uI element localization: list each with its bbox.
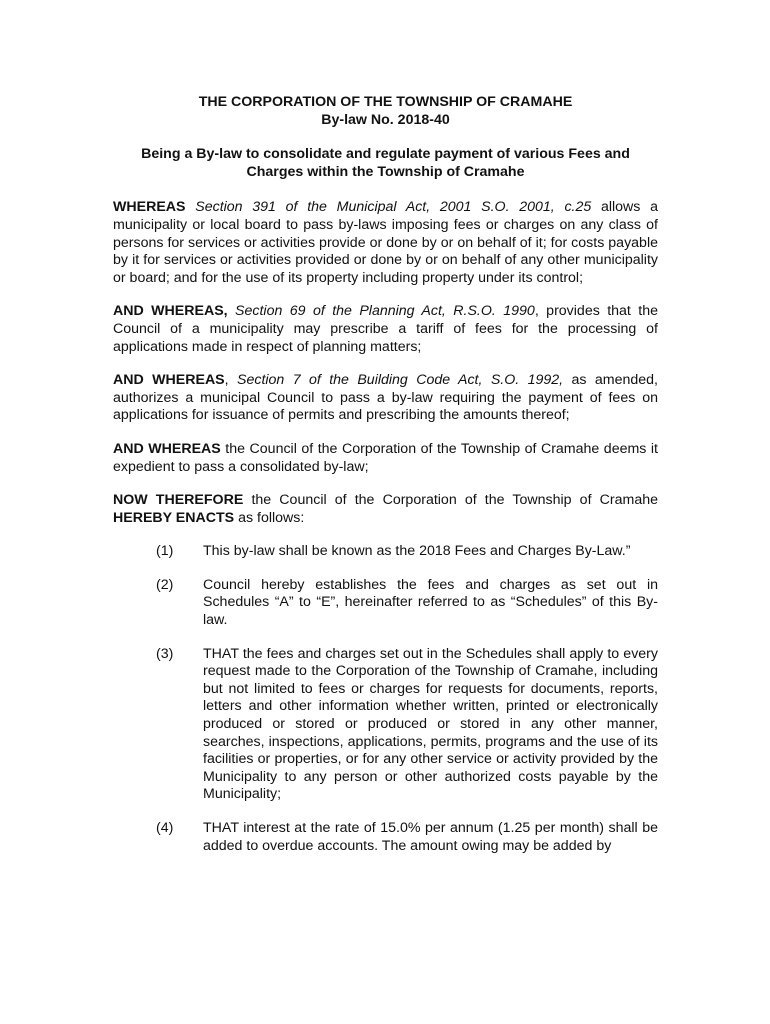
enact-lead: NOW THEREFORE xyxy=(113,492,244,509)
item-text: This by-law shall be known as the 2018 Fees and Charges By-Law.” xyxy=(203,543,631,560)
item-number: (1) xyxy=(156,543,174,560)
whereas-text: , provides that the Council of a municipality may prescribe a tariff of fees for the processing of applications made in respect of planning matters; xyxy=(113,303,659,355)
list-item xyxy=(113,646,658,804)
whereas-text: as amended, authorizes a municipal Council to pass a by-law requiring the payment of fees on applications for issuance of permits and prescribing the amounts thereof; xyxy=(113,372,658,424)
whereas-text: allows a municipality or local board to pass by-laws imposing fees or charges on any class of persons for services or activities provide or done by or on behalf of it; for costs payable by it for services or activities provided or done by or on behalf of any other municipality or board; and for the use of its property including property under its control; xyxy=(113,199,658,286)
whereas-lead: AND WHEREAS, xyxy=(113,303,228,320)
enactment-list xyxy=(113,543,658,855)
item-text: THAT the fees and charges set out in the Schedules shall apply to every request made to the Corporation of the Township of Cramahe, including but not limited to fees or charges for requests for documents, reports, letters and other information whether written, printed or electronically produced or stored or produced or stored in any other manner, searches, inspections, applications, permits, programs and the use of its facilities or properties, or for any other service or activity provided by the Municipality to any person or other authorized costs payable by the Municipality; xyxy=(203,645,658,803)
item-number: (2) xyxy=(156,576,174,593)
whereas-lead: AND WHEREAS xyxy=(113,440,221,457)
org-title: THE CORPORATION OF THE TOWNSHIP OF CRAMAHE xyxy=(198,94,573,110)
whereas-lead: WHEREAS xyxy=(113,199,186,216)
whereas-separator: , xyxy=(224,372,237,389)
item-text: Council hereby establishes the fees and charges as set out in Schedules “A” to “E”, hereinafter referred to as “Schedules” of this By-law. xyxy=(203,576,658,629)
whereas-paragraph-1 xyxy=(113,199,658,287)
citation-building-code-act: Section 7 of the Building Code Act, S.O. 1992, xyxy=(237,372,564,389)
citation-municipal-act: Section 391 of the Municipal Act, 2001 S.O. 2001, c.25 xyxy=(195,199,592,216)
whereas-paragraph-3 xyxy=(113,372,658,425)
whereas-paragraph-4 xyxy=(113,441,658,476)
list-item xyxy=(113,577,658,630)
bylaw-subtitle: Being a By-law to consolidate and regulate payment of various Fees and Charges within the Township of Cramahe xyxy=(141,146,630,180)
list-item xyxy=(113,820,658,855)
document-body xyxy=(113,94,658,871)
item-text: THAT interest at the rate of 15.0% per annum (1.25 per month) shall be added to overdue accounts. The amount owing may be added by xyxy=(203,820,658,854)
whereas-text: the Council of the Corporation of the Township of Cramahe deems it expedient to pass a consolidated by-law; xyxy=(113,440,659,475)
enact-text: the Council of the Corporation of the Township of Cramahe xyxy=(243,492,658,509)
whereas-paragraph-2 xyxy=(113,303,658,356)
item-number: (3) xyxy=(156,645,174,662)
enact-lead-2: HEREBY ENACTS xyxy=(113,509,235,526)
enacting-clause xyxy=(113,492,658,527)
bylaw-number: By-law No. 2018-40 xyxy=(321,111,450,128)
enact-text-end: as follows: xyxy=(234,509,305,526)
list-item xyxy=(113,543,658,561)
citation-planning-act: Section 69 of the Planning Act, R.S.O. 1990 xyxy=(235,303,535,320)
whereas-lead: AND WHEREAS xyxy=(113,372,225,389)
item-number: (4) xyxy=(156,820,174,836)
